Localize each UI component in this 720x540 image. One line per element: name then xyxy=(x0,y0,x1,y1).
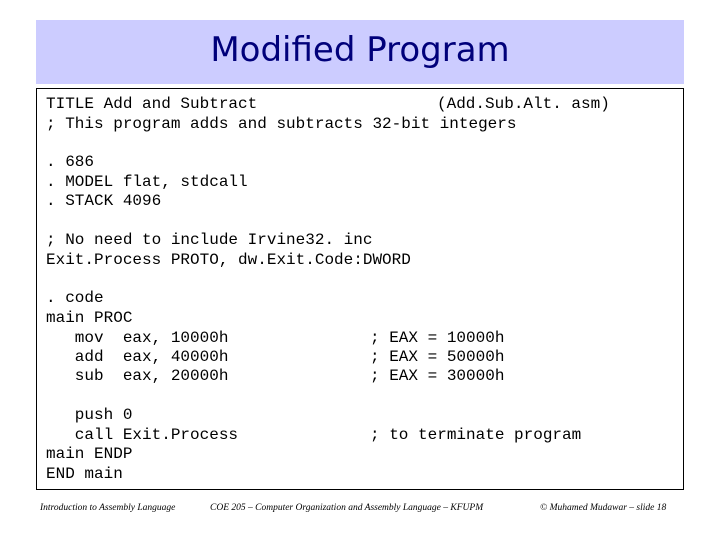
code-line-model: . MODEL flat, stdcall xyxy=(46,173,248,191)
footer-center: COE 205 – Computer Organization and Assembly Language – KFUPM xyxy=(210,503,484,513)
footer-slide-number: © Muhamed Mudawar – slide 18 xyxy=(540,503,667,513)
code-line-end-main: END main xyxy=(46,465,123,483)
code-line-include-comment: ; No need to include Irvine32. inc xyxy=(46,231,373,249)
footer-course: Introduction to Assembly Language xyxy=(40,503,176,513)
code-line-686: . 686 xyxy=(46,153,95,171)
code-line-main-endp: main ENDP xyxy=(46,445,133,463)
comment-mov: ; EAX = 10000h xyxy=(370,329,505,347)
code-line-title: TITLE Add and Subtract xyxy=(46,95,258,113)
code-line-sub: sub eax, 20000h xyxy=(46,367,229,385)
code-line-mov: mov eax, 10000h xyxy=(46,329,229,347)
slide-title: Modified Program xyxy=(210,30,510,70)
title-bar xyxy=(36,20,684,84)
code-line-add: add eax, 40000h xyxy=(46,348,229,366)
code-line-stack: . STACK 4096 xyxy=(46,192,162,210)
comment-call: ; to terminate program xyxy=(370,426,582,444)
code-line-description: ; This program adds and subtracts 32-bit integers xyxy=(46,115,517,133)
comment-sub: ; EAX = 30000h xyxy=(370,367,505,385)
code-line-proto: Exit.Process PROTO, dw.Exit.Code:DWORD xyxy=(46,251,411,269)
code-line-push: push 0 xyxy=(46,406,133,424)
code-line-main-proc: main PROC xyxy=(46,309,133,327)
comment-add: ; EAX = 50000h xyxy=(370,348,505,366)
code-line-code: . code xyxy=(46,289,104,307)
code-line-call: call Exit.Process xyxy=(46,426,239,444)
code-listing xyxy=(36,88,684,490)
filename-comment: (Add.Sub.Alt. asm) xyxy=(437,95,610,113)
